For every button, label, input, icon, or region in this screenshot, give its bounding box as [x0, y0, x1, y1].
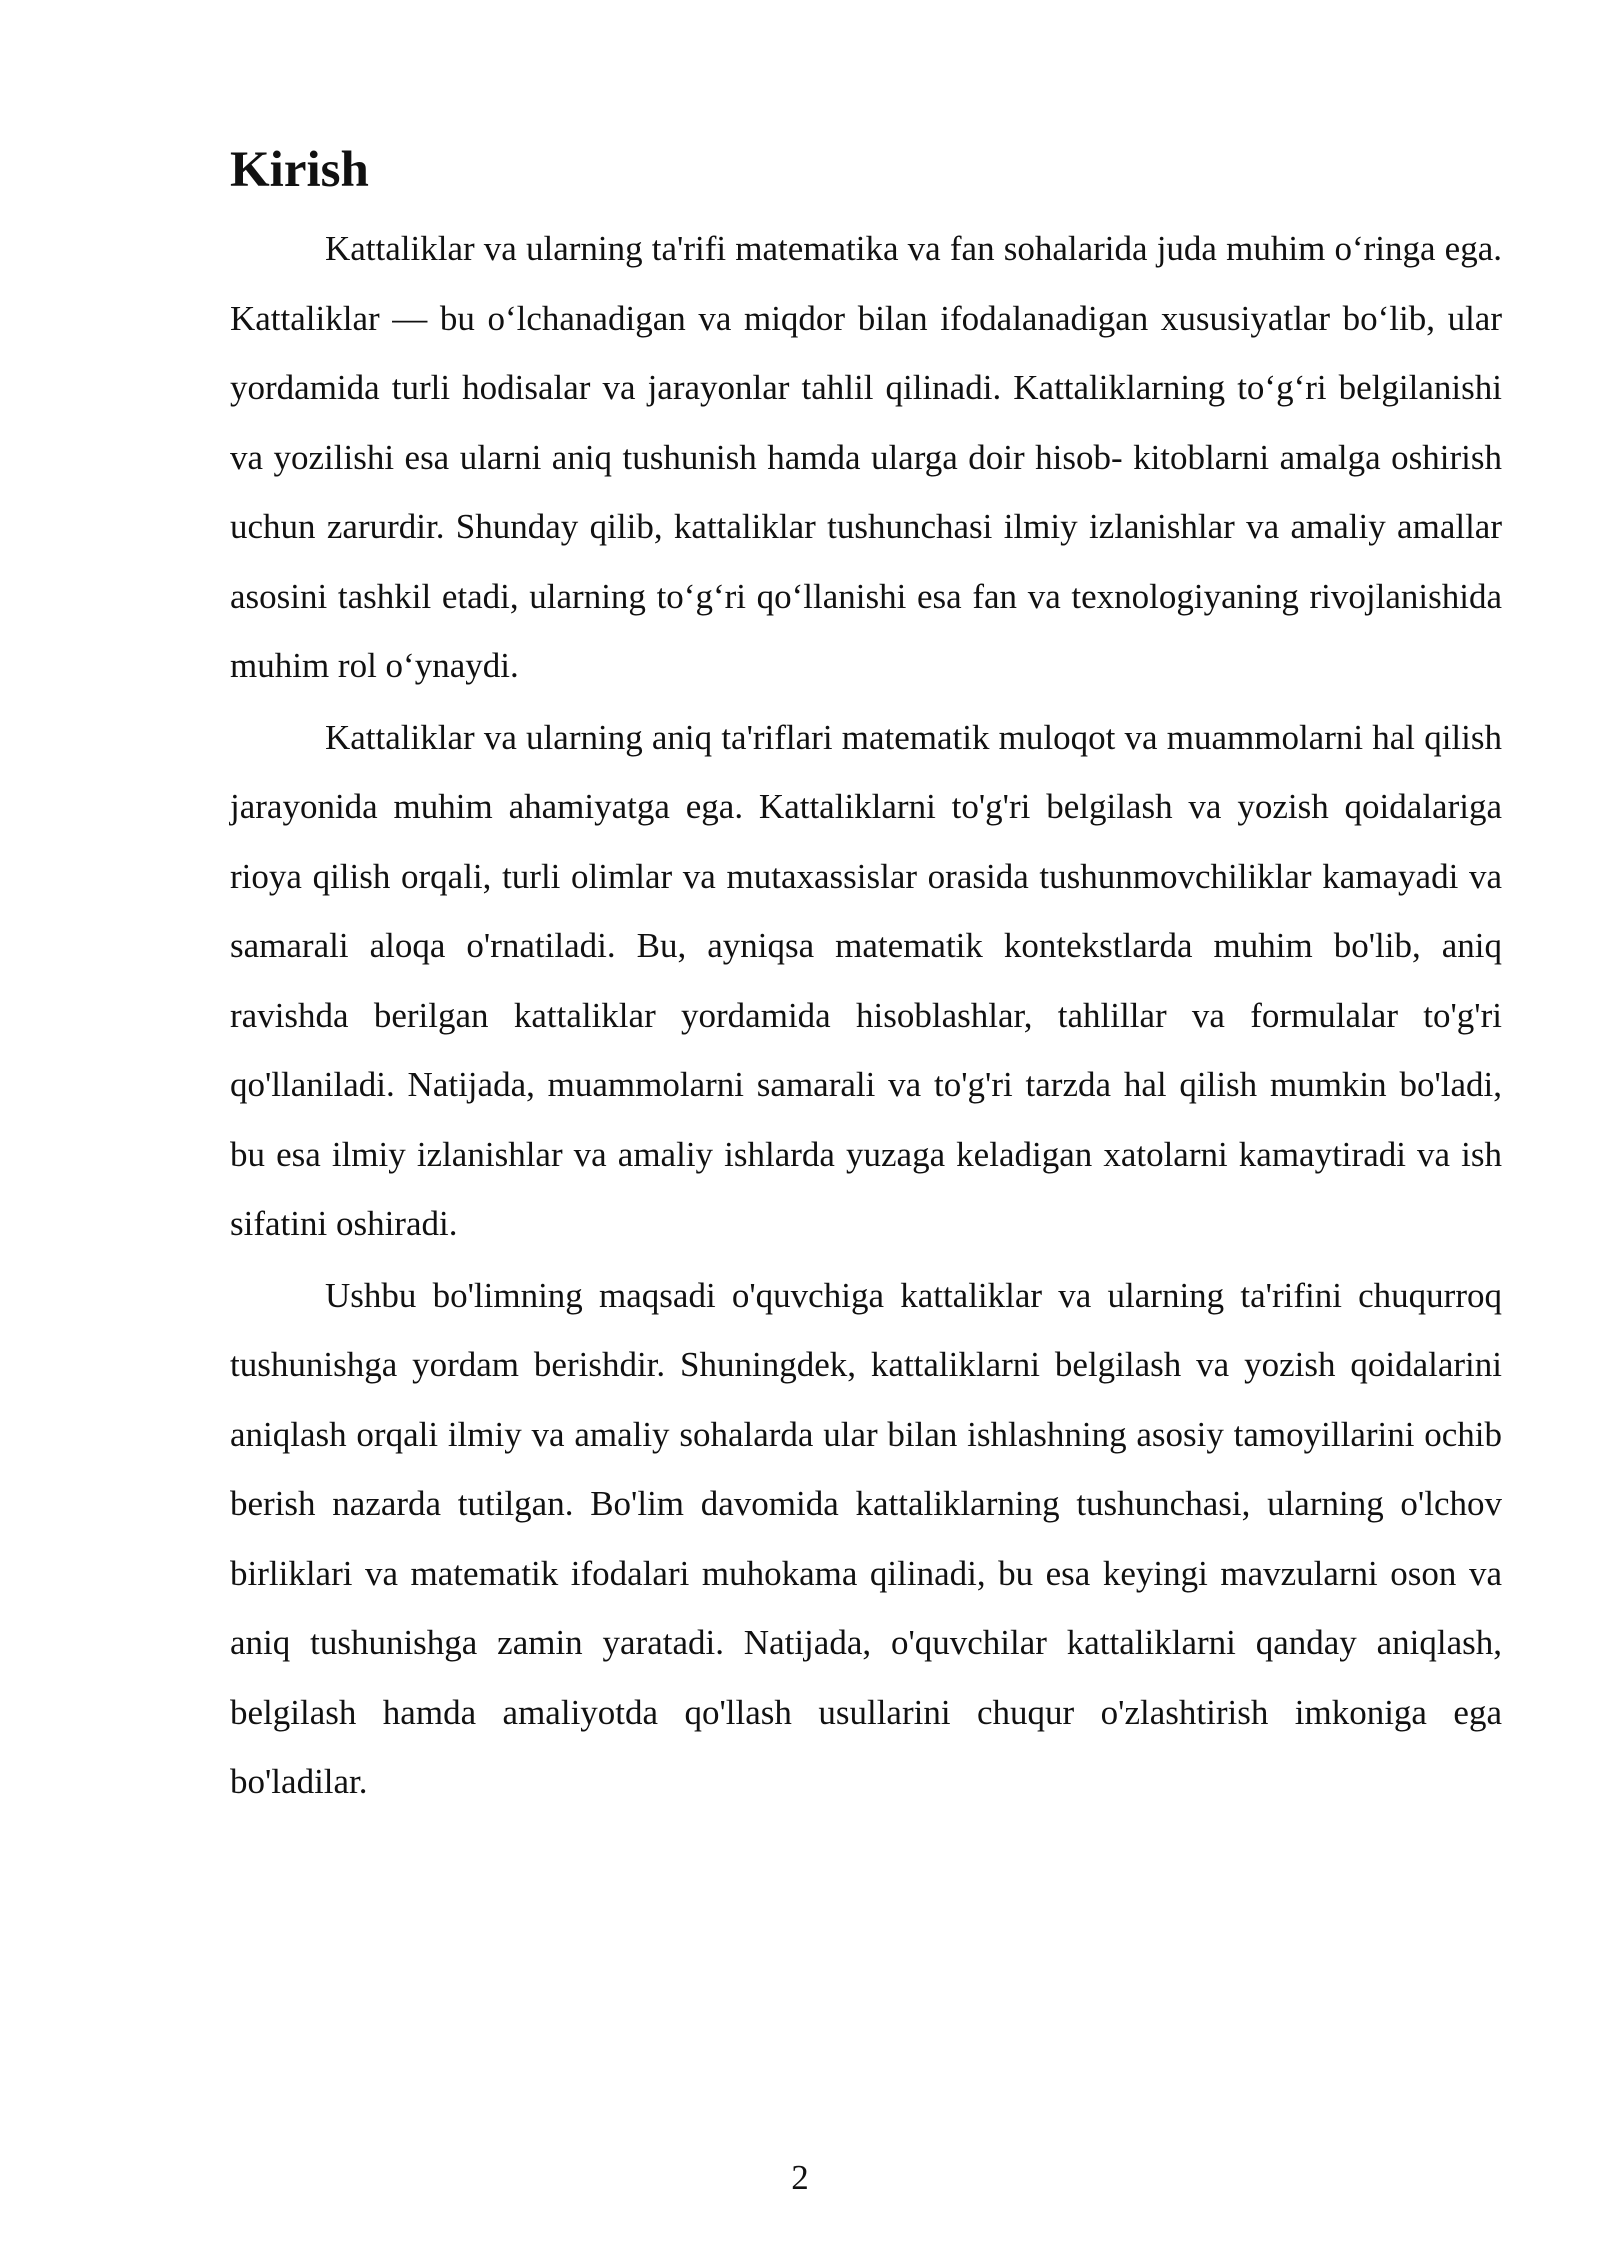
- section-heading: Kirish: [230, 142, 369, 198]
- page-number: 2: [791, 2158, 809, 2197]
- paragraph-3: Ushbu bo'limning maqsadi o'quvchiga kattaliklar va ularning ta'rifini chuqurroq tushunishga yordam berishdir. Shuningdek, kattaliklarni belgilash va yozish qoidalarini aniqlash orqali ilmiy va amaliy sohalarda ular bilan ishlashning asosiy tamoyillarini ochib berish nazarda tutilgan. Bo'lim davomida kattaliklarning tushunchasi, ularning o'lchov birliklari va matematik ifodalari muhokama qilinadi, bu esa keyingi mavzularni oson va aniq tushunishga zamin yaratadi. Natijada, o'quvchilar kattaliklarni qanday aniqlash, belgilash hamda amaliyotda qo'llash usullarini chuqur o'zlashtirish imkoniga ega bo'ladilar.: [230, 1275, 1502, 1801]
- paragraph-2: Kattaliklar va ularning aniq ta'riflari matematik muloqot va muammolarni hal qilish jarayonida muhim ahamiyatga ega. Kattaliklarni to'g'ri belgilash va yozish qoidalariga rioya qilish orqali, turli olimlar va mutaxassislar orasida tushunmovchiliklar kamayadi va samarali aloqa o'rnatiladi. Bu, ayniqsa matematik kontekstlarda muhim bo'lib, aniq ravishda berilgan kattaliklar yordamida hisoblashlar, tahlillar va formulalar to'g'ri qo'llaniladi. Natijada, muammolarni samarali va to'g'ri tarzda hal qilish mumkin bo'ladi, bu esa ilmiy izlanishlar va amaliy ishlarda yuzaga keladigan xatolarni kamaytiradi va ish sifatini oshiradi.: [230, 717, 1502, 1243]
- paragraph-1: Kattaliklar va ularning ta'rifi matematika va fan sohalarida juda muhim o‘ringa ega. Kattaliklar — bu o‘lchanadigan va miqdor bilan ifodalanadigan xususiyatlar bo‘lib, ular yordamida turli hodisalar va jarayonlar tahlil qilinadi. Kattaliklarning to‘g‘ri belgilanishi va yozilishi esa ularni aniq tushunish hamda ularga doir hisob- kitoblarni amalga oshirish uchun zarurdir. Shunday qilib, kattaliklar tushunchasi ilmiy izlanishlar va amaliy amallar asosini tashkil etadi, ularning to‘g‘ri qo‘llanishi esa fan va texnologiyaning rivojlanishida muhim rol o‘ynaydi.: [230, 229, 1502, 685]
- page-content: [230, 130, 1502, 1819]
